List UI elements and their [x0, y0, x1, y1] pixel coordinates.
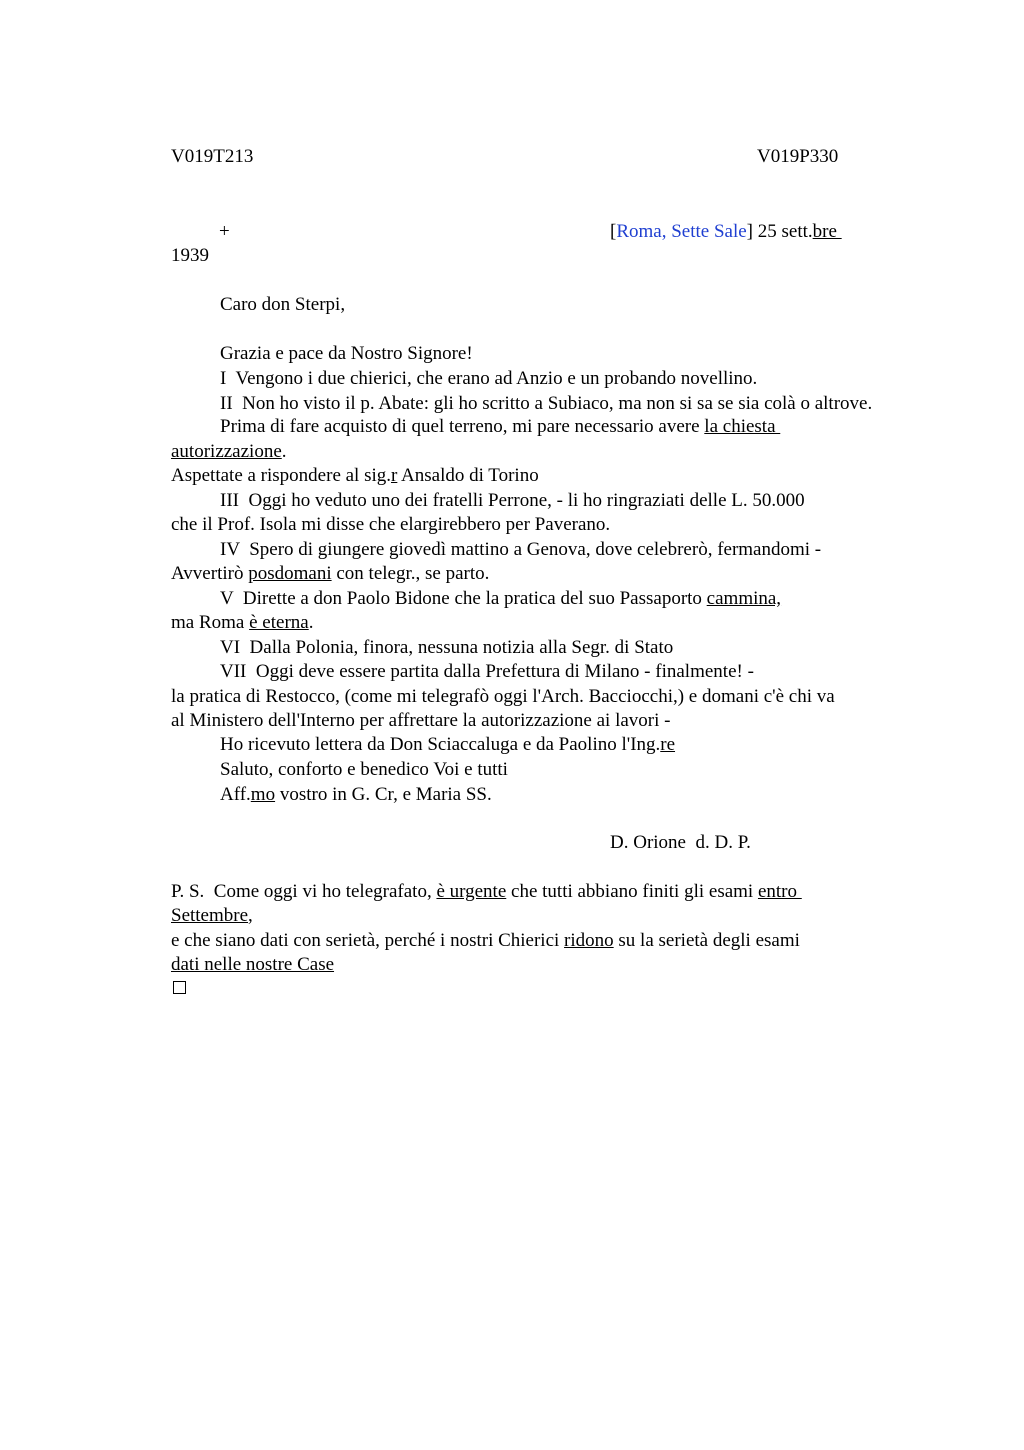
postscript-line-4: [171, 954, 334, 976]
text-run: e che siano dati con serietà, perché i nostri Chierici: [171, 930, 565, 951]
text-run: V Dirette a don Paolo Bidone che la pratica del suo Passaporto: [220, 588, 707, 609]
text-run: con telegr., se parto.: [331, 563, 490, 584]
bracket-close: ]: [746, 221, 753, 242]
place-link[interactable]: Roma, Sette Sale: [616, 221, 747, 242]
salutation: Caro don Sterpi,: [220, 294, 346, 315]
document-code-right: V019P330: [757, 146, 839, 167]
paragraph-9-line-2: la pratica di Restocco, (come mi telegrafò oggi l'Arch. Bacciocchi,) e domani c'è chi va: [171, 686, 835, 707]
paragraph-9-line-1: VII Oggi deve essere partita dalla Prefettura di Milano - finalmente! -: [220, 661, 754, 682]
underlined-text: re: [660, 734, 676, 755]
underlined-text: Settembre: [171, 905, 249, 926]
underlined-text: entro: [757, 881, 802, 902]
underlined-text: r: [391, 465, 398, 486]
paragraph-4: [171, 465, 539, 487]
signature: D. Orione d. D. P.: [610, 832, 751, 853]
paragraph-10: [220, 734, 675, 756]
text-run: Aff.: [220, 784, 251, 805]
postscript-line-3: [171, 930, 800, 952]
underlined-text: dati nelle nostre Case: [171, 954, 335, 975]
paragraph-11: Saluto, conforto e benedico Voi e tutti: [220, 759, 508, 780]
text-run: vostro in G. Cr, e Maria SS.: [275, 784, 492, 805]
paragraph-7-line-1: [220, 588, 781, 610]
text-run: P. S. Come oggi vi ho telegrafato,: [171, 881, 437, 902]
paragraph-1: I Vengono i due chierici, che erano ad Anzio e un probando novellino.: [220, 368, 758, 389]
text-run: Aspettate a rispondere al sig.: [171, 465, 392, 486]
text-run: Prima di fare acquisto di quel terreno, mi pare necessario avere: [220, 416, 705, 437]
paragraph-3-line-2: [171, 441, 287, 463]
document-code-left: V019T213: [171, 146, 254, 167]
bracket-open: [: [610, 221, 617, 242]
dateline: [610, 221, 842, 243]
text-run: su la serietà degli esami: [613, 930, 800, 951]
paragraph-8: VI Dalla Polonia, finora, nessuna notizia alla Segr. di Stato: [220, 637, 674, 658]
paragraph-9-line-3: al Ministero dell'Interno per affrettare la autorizzazione ai lavori -: [171, 710, 671, 731]
closing: [220, 784, 492, 806]
underlined-text: è eterna: [249, 612, 309, 633]
text-run: ,: [248, 905, 253, 926]
underlined-text: la chiesta: [704, 416, 781, 437]
underlined-text: autorizzazione: [171, 441, 282, 462]
text-run: Ansaldo di Torino: [397, 465, 539, 486]
paragraph-6-line-2: [171, 563, 489, 585]
end-mark-box-icon: [173, 981, 186, 994]
paragraph-3-line-1: [220, 416, 780, 438]
text-run: .: [281, 441, 287, 462]
paragraph-5-line-1: III Oggi ho veduto uno dei fratelli Perrone, - li ho ringraziati delle L. 50.000: [220, 490, 805, 511]
text-run: ma Roma: [171, 612, 250, 633]
cross-mark: +: [219, 221, 230, 242]
underlined-text: posdomani: [248, 563, 332, 584]
underlined-text: ridono: [564, 930, 614, 951]
paragraph-5-line-2: che il Prof. Isola mi disse che elargirebbero per Paverano.: [171, 514, 611, 535]
paragraph-6-line-1: IV Spero di giungere giovedì mattino a Genova, dove celebrerò, fermandomi -: [220, 539, 822, 560]
text-run: che tutti abbiano finiti gli esami: [506, 881, 758, 902]
date-text: 25 sett.: [753, 221, 813, 242]
date-year: 1939: [171, 245, 209, 266]
postscript-line-2: [171, 905, 253, 927]
underlined-text: mo: [250, 784, 276, 805]
date-superscript: bre: [812, 221, 842, 242]
text-run: Ho ricevuto lettera da Don Sciaccaluga e da Paolino l'Ing.: [220, 734, 661, 755]
greeting: Grazia e pace da Nostro Signore!: [220, 343, 473, 364]
text-run: Avvertirò: [171, 563, 249, 584]
postscript-line-1: [171, 881, 802, 903]
text-run: .: [308, 612, 314, 633]
paragraph-7-line-2: [171, 612, 313, 634]
underlined-text: è urgente: [436, 881, 507, 902]
paragraph-2: II Non ho visto il p. Abate: gli ho scritto a Subiaco, ma non si sa se sia colà o altrove.: [220, 393, 873, 414]
underlined-text: cammina,: [706, 588, 782, 609]
